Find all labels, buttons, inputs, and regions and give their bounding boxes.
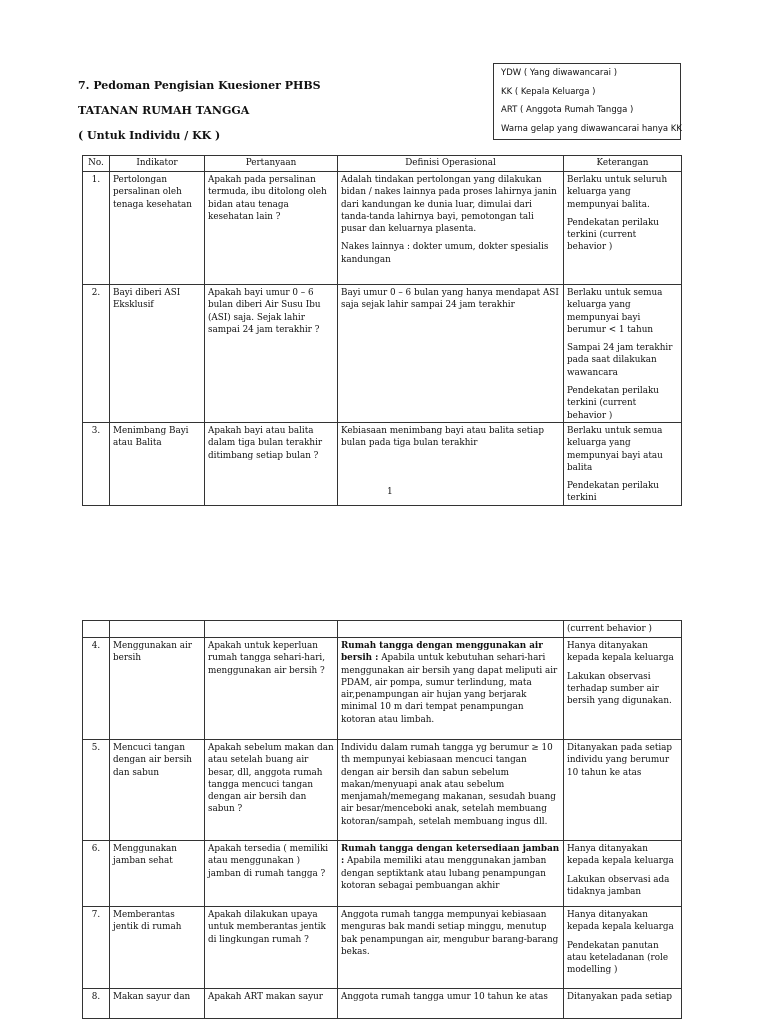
- definisi-lead: Rumah tangga dengan menggunakan air bersih :: [341, 641, 543, 664]
- pertanyaan-cell: Apakah untuk keperluan rumah tangga sehari-hari, menggunakan air bersih ?: [205, 638, 338, 740]
- keterangan-cell: [564, 907, 682, 989]
- pertanyaan-cell: Apakah bayi atau balita dalam tiga bulan terakhir ditimbang setiap bulan ?: [205, 422, 338, 505]
- table-row: [83, 172, 682, 285]
- row-number: 5.: [83, 740, 110, 841]
- row-number: 3.: [83, 422, 110, 505]
- keterangan-paragraph: Berlaku untuk semua keluarga yang mempunyai bayi atau balita: [567, 425, 663, 473]
- setting-heading: TATANAN RUMAH TANGGA: [78, 104, 250, 117]
- table-row: [83, 638, 682, 740]
- indikator-cell: Bayi diberi ASI Eksklusif: [110, 285, 205, 423]
- pertanyaan-cell: Apakah ART makan sayur: [205, 989, 338, 1019]
- definisi-cell: Anggota rumah tangga mempunyai kebiasaan menguras bak mandi setiap minggu, menutup bak penampungan air, mengubur barang-barang bekas.: [338, 907, 564, 989]
- keterangan-paragraph: Pendekatan perilaku terkini (current behavior ): [567, 386, 659, 421]
- indikator-cell: Pertolongan persalinan oleh tenaga kesehatan: [110, 172, 205, 285]
- keterangan-cell: [564, 285, 682, 423]
- table-row: [83, 841, 682, 907]
- keterangan-paragraph: Sampai 24 jam terakhir pada saat dilakukan wawancara: [567, 343, 673, 378]
- definisi-paragraph: Apabila untuk kebutuhan sehari-hari menggunakan air bersih yang dapat meliputi air PDAM, air pompa, sumur terlindung, mata air,penampungan air hujan yang berjarak minimal 10 m dari tempat penampungan kotoran atau limbah.: [341, 653, 558, 725]
- definisi-paragraph: Apabila memiliki atau menggunakan jamban dengan septiktank atau lubang penampungan kotoran sebagai pembuangan akhir: [341, 856, 547, 891]
- document-title: 7. Pedoman Pengisian Kuesioner PHBS: [78, 79, 321, 92]
- row-number: 6.: [83, 841, 110, 907]
- scope-heading: ( Untuk Individu / KK ): [78, 129, 221, 142]
- page-number: 1: [387, 487, 393, 497]
- table-row: [83, 285, 682, 423]
- header-indikator: Indikator: [110, 156, 205, 172]
- definisi-cell: [338, 285, 564, 423]
- definisi-cell: [338, 638, 564, 740]
- table-row: [83, 989, 682, 1019]
- row-number: 4.: [83, 638, 110, 740]
- continuation-row: [83, 621, 682, 638]
- keterangan-paragraph: Hanya ditanyakan kepada kepala keluarga: [567, 910, 674, 933]
- legend-ydw: YDW ( Yang diwawancarai ): [501, 68, 618, 78]
- definisi-cell: Individu dalam rumah tangga yg berumur ≥ 10 th mempunyai kebiasaan mencuci tangan dengan air bersih dan sabun sebelum makan/menyuapi anak atau sebelum menjamah/memegang makanan, sesudah buang air besar/menceboki anak, setelah membuang kotoran/sampah, setelah membuang ingus dll.: [338, 740, 564, 841]
- definisi-paragraph: Kebiasaan menimbang bayi atau balita setiap bulan pada tiga bulan terakhir: [341, 425, 544, 449]
- row-number: 1.: [83, 172, 110, 285]
- header-no: No.: [83, 156, 110, 172]
- legend-note: Warna gelap yang diwawancarai hanya KK: [501, 123, 682, 134]
- header-definisi: Definisi Operasional: [338, 156, 564, 172]
- keterangan-paragraph: Pendekatan panutan atau keteladanan (role modelling ): [567, 940, 669, 976]
- definisi-cell: [338, 841, 564, 907]
- pertanyaan-cell: Apakah pada persalinan termuda, ibu ditolong oleh bidan atau tenaga kesehatan lain ?: [205, 172, 338, 285]
- table-row: [83, 422, 682, 505]
- keterangan-paragraph: Lakukan observasi ada tidaknya jamban: [567, 874, 670, 897]
- pertanyaan-cell: Apakah dilakukan upaya untuk memberantas jentik di lingkungan rumah ?: [205, 907, 338, 989]
- definisi-cell: [338, 172, 564, 285]
- indikator-cell: Mencuci tangan dengan air bersih dan sabun: [110, 740, 205, 841]
- indikator-cell: Menggunakan air bersih: [110, 638, 205, 740]
- header-pertanyaan: Pertanyaan: [205, 156, 338, 172]
- indikator-cell: Makan sayur dan: [110, 989, 205, 1019]
- indikator-cell: Menggunakan jamban sehat: [110, 841, 205, 907]
- keterangan-paragraph: Hanya ditanyakan kepada kepala keluarga: [567, 844, 674, 867]
- legend-art: ART ( Anggota Rumah Tangga ): [501, 105, 634, 115]
- continuation-cell: (current behavior ): [564, 621, 682, 638]
- indicator-table-page-2: [82, 620, 682, 1019]
- respondent-legend-box: [493, 63, 681, 140]
- indikator-cell: Menimbang Bayi atau Balita: [110, 422, 205, 505]
- keterangan-paragraph: Berlaku untuk seluruh keluarga yang mempunyai balita.: [567, 175, 668, 210]
- indicator-table-page-1: [82, 155, 682, 506]
- pertanyaan-cell: Apakah tersedia ( memiliki atau menggunakan ) jamban di rumah tangga ?: [205, 841, 338, 907]
- table-header-row: [83, 156, 682, 172]
- table-row: [83, 740, 682, 841]
- keterangan-paragraph: Pendekatan perilaku terkini (current behavior ): [567, 217, 659, 253]
- keterangan-paragraph: Berlaku untuk semua keluarga yang mempunyai bayi berumur < 1 tahun: [567, 288, 663, 335]
- row-number: 2.: [83, 285, 110, 423]
- definisi-paragraph: Adalah tindakan pertolongan yang dilakukan bidan / nakes lainnya pada proses lahirnya janin dari kandungan ke dunia luar, dimulai dari tanda-tanda lahirnya bayi, pemotongan tali pusar dan keluarnya plasenta.: [341, 175, 557, 235]
- definisi-cell: Anggota rumah tangga umur 10 tahun ke atas: [338, 989, 564, 1019]
- header-keterangan: Keterangan: [564, 156, 682, 172]
- row-number: 8.: [83, 989, 110, 1019]
- keterangan-cell: [564, 172, 682, 285]
- keterangan-cell: [564, 841, 682, 907]
- keterangan-cell: Ditanyakan pada setiap individu yang berumur 10 tahun ke atas: [564, 740, 682, 841]
- keterangan-paragraph: Pendekatan perilaku terkini: [567, 481, 659, 504]
- row-number: 7.: [83, 907, 110, 989]
- pertanyaan-cell: Apakah bayi umur 0 – 6 bulan diberi Air Susu Ibu (ASI) saja. Sejak lahir sampai 24 jam terakhir ?: [205, 285, 338, 423]
- indikator-cell: Memberantas jentik di rumah: [110, 907, 205, 989]
- table-row: [83, 907, 682, 989]
- keterangan-cell: [564, 422, 682, 505]
- definisi-lead: Rumah tangga dengan ketersediaan jamban :: [341, 844, 560, 867]
- keterangan-cell: [564, 638, 682, 740]
- definisi-cell: [338, 422, 564, 505]
- legend-kk: KK ( Kepala Keluarga ): [501, 86, 596, 97]
- keterangan-paragraph: Hanya ditanyakan kepada kepala keluarga: [567, 641, 674, 664]
- keterangan-cell: Ditanyakan pada setiap: [564, 989, 682, 1019]
- pertanyaan-cell: Apakah sebelum makan dan atau setelah buang air besar, dll, anggota rumah tangga mencuci tangan dengan air bersih dan sabun ?: [205, 740, 338, 841]
- definisi-paragraph: Nakes lainnya : dokter umum, dokter spesialis kandungan: [341, 242, 549, 265]
- definisi-paragraph: Bayi umur 0 – 6 bulan yang hanya mendapat ASI saja sejak lahir sampai 24 jam terakhir: [341, 288, 559, 311]
- keterangan-paragraph: Lakukan observasi terhadap sumber air bersih yang digunakan.: [567, 671, 672, 707]
